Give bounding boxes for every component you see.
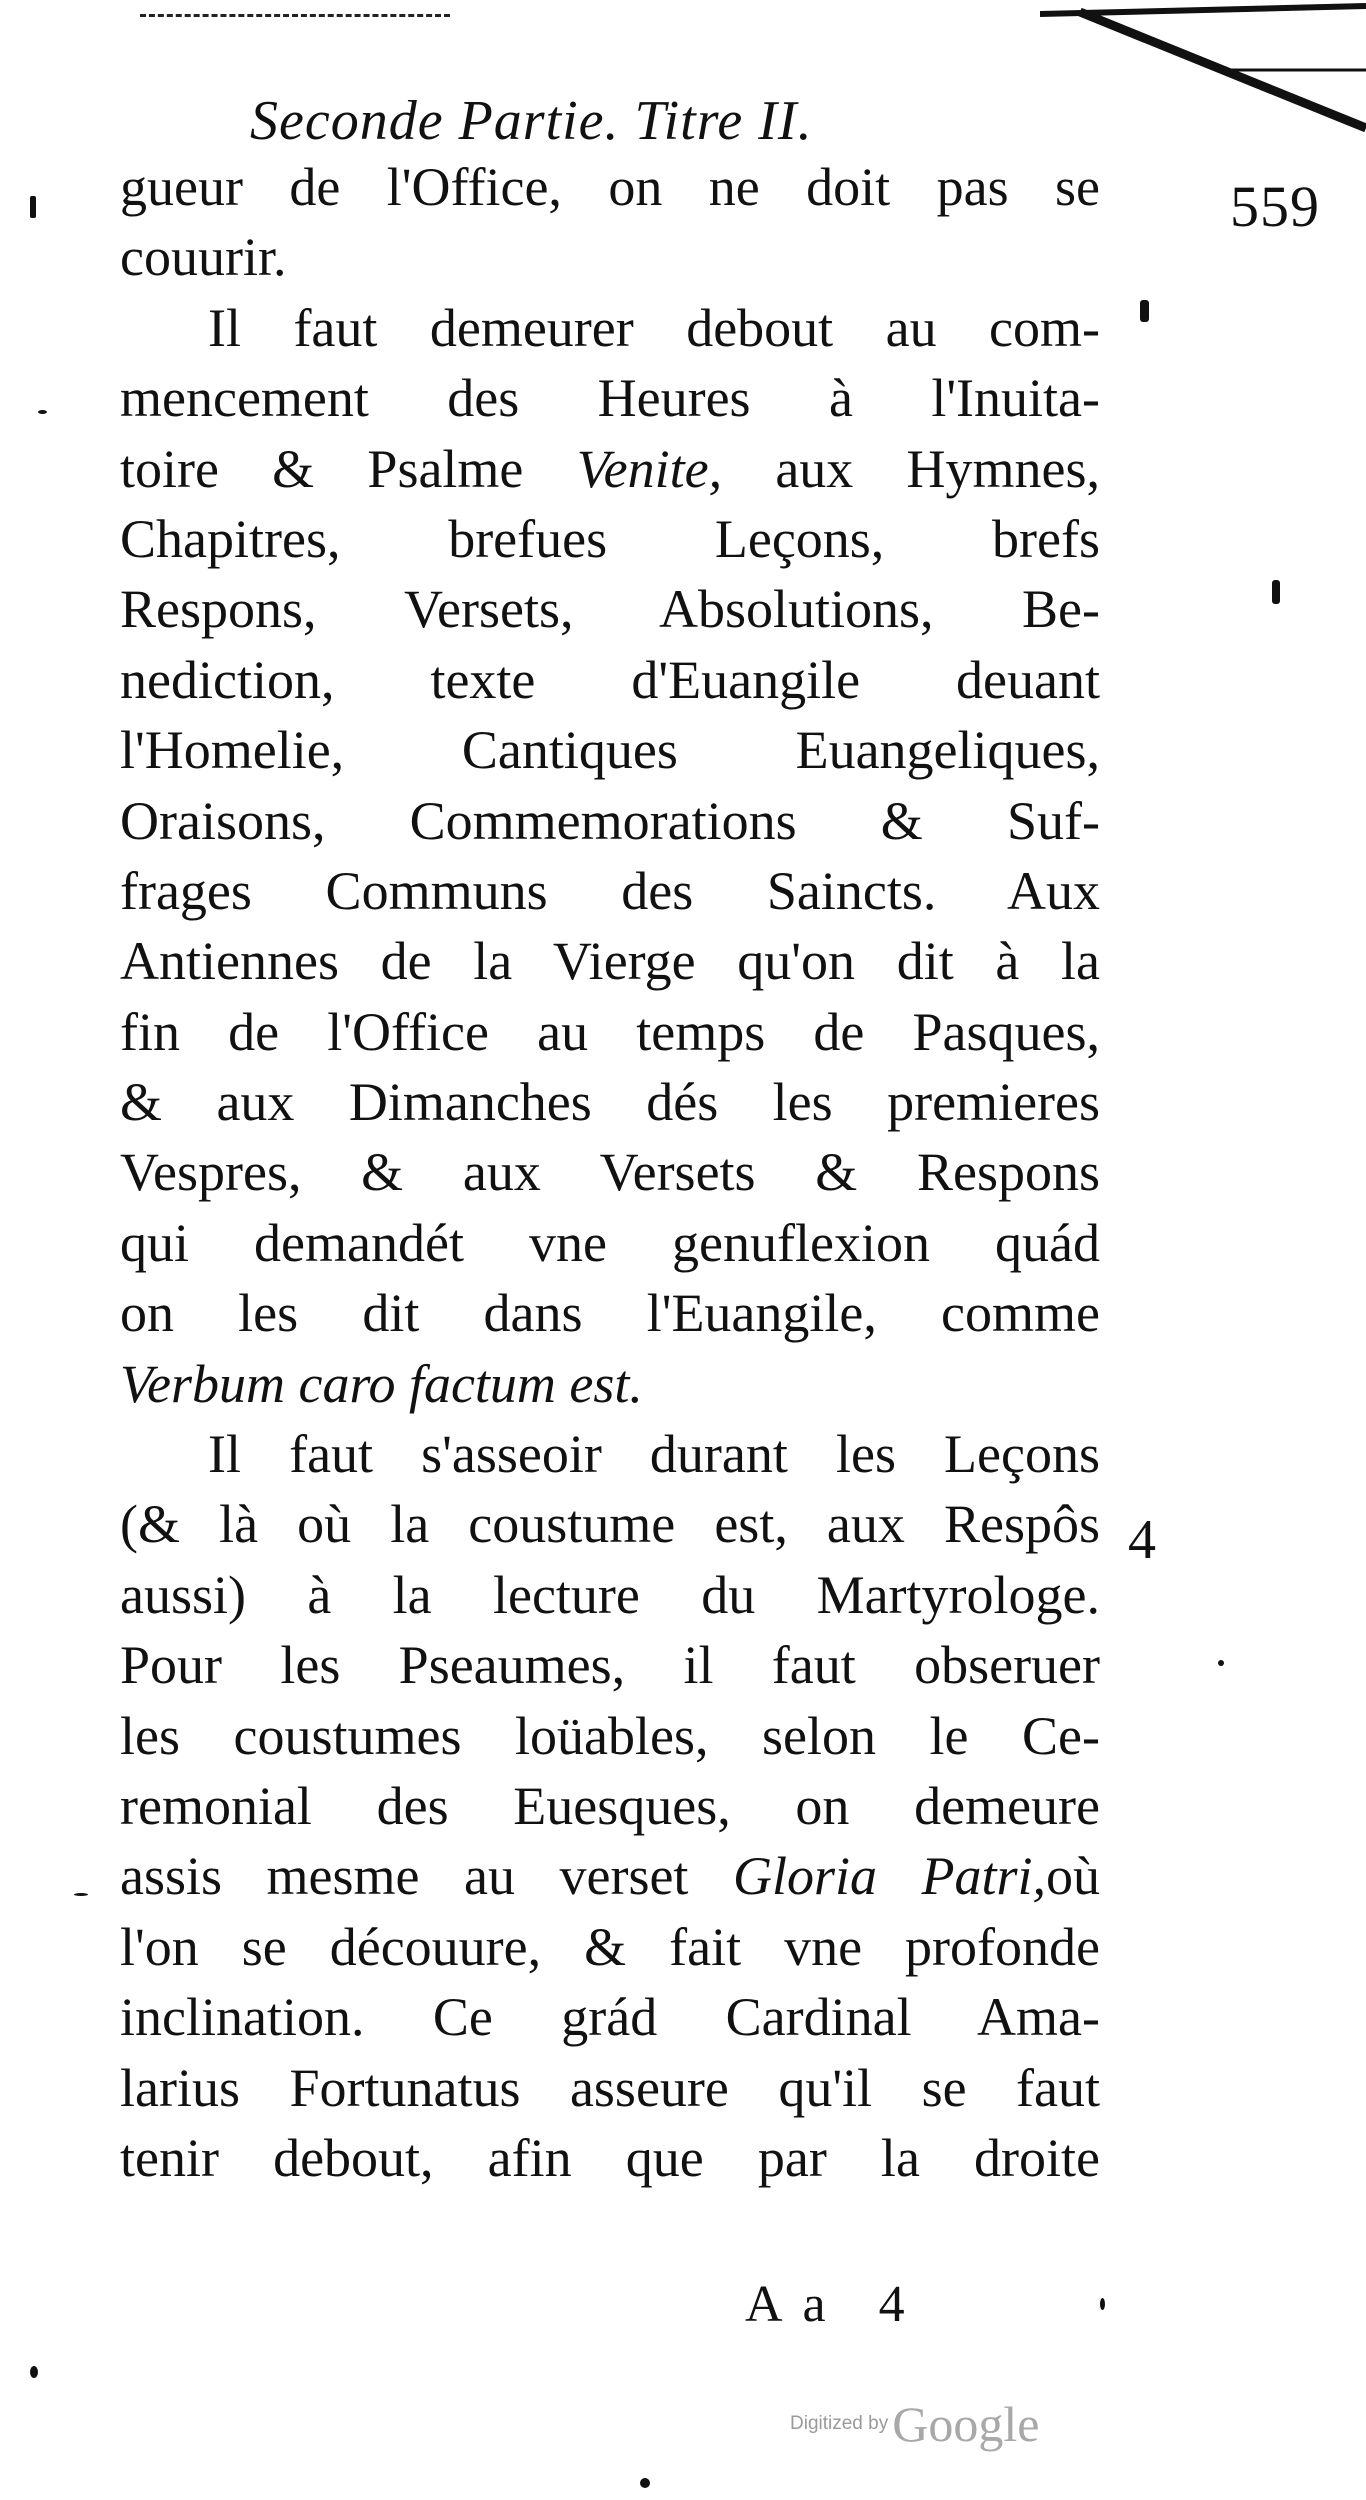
ink-speck: [640, 2478, 650, 2488]
italic-phrase: Venite,: [576, 438, 723, 499]
text-line: gueur de l'Office, on ne doit pas se: [120, 157, 1100, 217]
text-line: Il faut s'asseoir durant les Leçons: [208, 1424, 1100, 1485]
text-line: frages Communs des Saincts. Aux: [120, 860, 1100, 921]
text-line: (& là où la coustume est, aux Respôs: [120, 1494, 1100, 1555]
ink-speck: [1100, 2298, 1105, 2310]
text-line: remonial des Euesques, on demeure: [120, 1775, 1100, 1836]
text-line: on les dit dans l'Euangile, comme: [120, 1283, 1100, 1344]
running-head-title: Seconde Partie. Titre II.: [250, 90, 813, 152]
italic-phrase: Gloria Patri,: [732, 1846, 1046, 1907]
text-line: Il faut demeurer debout au com-: [208, 297, 1100, 358]
text-fragment: où: [1046, 1846, 1100, 1907]
ink-speck: [74, 1893, 88, 1896]
text-line: mencement des Heures à l'Inuita-: [120, 368, 1100, 429]
watermark-prefix: Digitized by: [790, 2413, 889, 2434]
google-logo: Google: [892, 2396, 1040, 2452]
text-line: nediction, texte d'Euangile deuant: [120, 649, 1100, 710]
margin-note: 4: [1128, 1509, 1156, 1571]
text-line: Antiennes de la Vierge qu'on dit à la: [120, 931, 1100, 992]
text-line: [120, 434, 1100, 504]
text-line: [120, 1841, 1100, 1911]
signature-mark: Aa 4: [745, 2276, 925, 2333]
text-line: Chapitres, brefues Leçons, brefs: [120, 508, 1100, 569]
ink-speck: [30, 196, 36, 218]
text-line: larius Fortunatus asseure qu'il se faut: [120, 2057, 1100, 2118]
text-line: Verbum caro factum est.: [120, 1353, 643, 1414]
text-fragment: assis mesme au verset: [120, 1846, 733, 1907]
text-line: qui demandét vne genuflexion quád: [120, 1212, 1100, 1273]
text-fragment: toire & Psalme: [120, 438, 577, 499]
text-line: aussi) à la lecture du Martyrologe.: [120, 1564, 1100, 1625]
ink-speck: [1272, 580, 1280, 604]
text-line: couurir.: [120, 227, 287, 288]
text-line: inclination. Ce grád Cardinal Ama-: [120, 1987, 1100, 2048]
text-line: Pour les Pseaumes, il faut obseruer: [120, 1635, 1100, 1696]
ink-speck: [38, 410, 47, 414]
body-text: [120, 152, 1100, 2193]
text-fragment: aux Hymnes,: [722, 438, 1101, 499]
text-line: Respons, Versets, Absolutions, Be-: [120, 579, 1100, 640]
text-line: l'on se découure, & fait vne profonde: [120, 1916, 1100, 1977]
text-line: l'Homelie, Cantiques Euangeliques,: [120, 720, 1100, 781]
digitization-watermark: [790, 2395, 1039, 2453]
page-number: 559: [1230, 174, 1320, 239]
text-line: Vespres, & aux Versets & Respons: [120, 1142, 1100, 1203]
text-line: tenir debout, afin que par la droite: [120, 2127, 1100, 2188]
text-line: fin de l'Office au temps de Pasques,: [120, 1001, 1100, 1062]
text-line: Oraisons, Commemorations & Suf-: [120, 790, 1100, 851]
text-line: les coustumes loüables, selon le Ce-: [120, 1705, 1100, 1766]
text-line: & aux Dimanches dés les premieres: [120, 1072, 1100, 1133]
ink-speck: [1140, 300, 1149, 322]
ink-speck: [1218, 1660, 1224, 1666]
scan-edge-mark: [140, 14, 450, 21]
ink-speck: [30, 2366, 38, 2378]
